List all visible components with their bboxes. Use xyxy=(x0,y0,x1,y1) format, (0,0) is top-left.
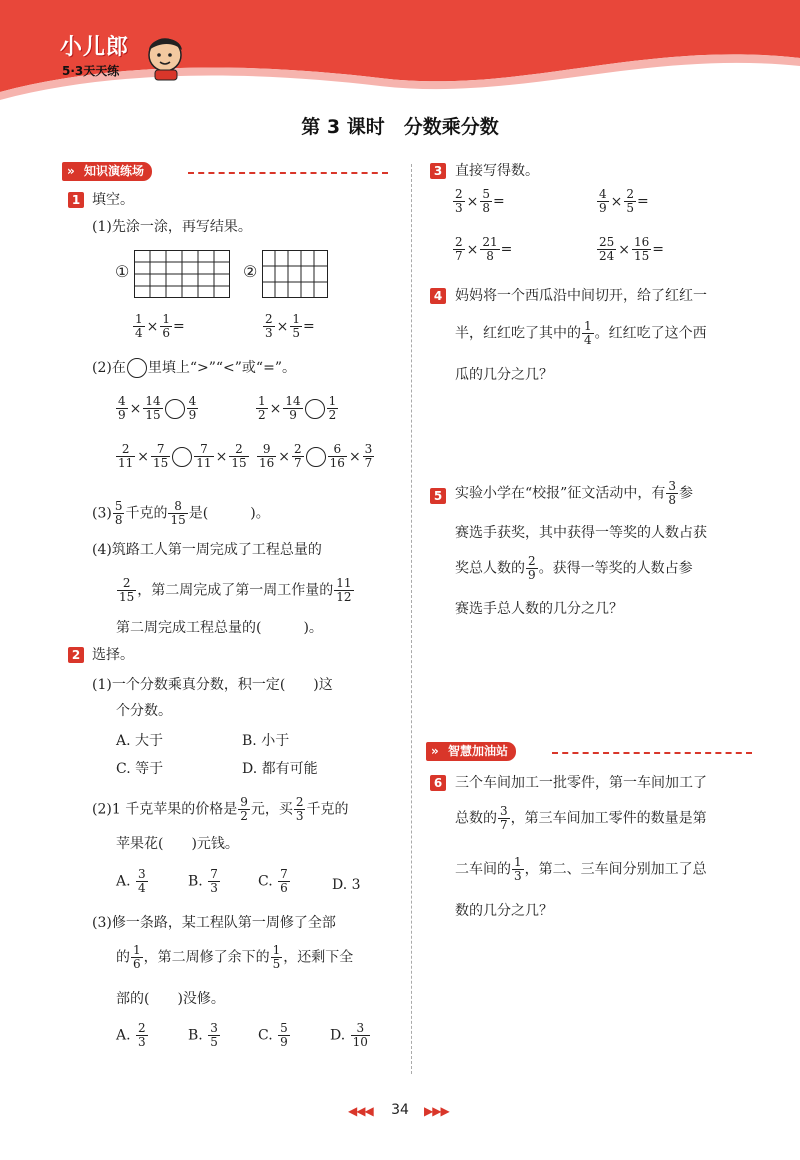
column-divider xyxy=(411,164,412,1074)
q2-part2-line2: 苹果花( )元钱。 xyxy=(116,836,239,852)
brand-subtitle: 5·3天天练 xyxy=(62,64,120,78)
q2-part1-line2: 个分数。 xyxy=(116,703,172,719)
section-badge-label: 知识演练场 xyxy=(84,164,145,178)
compare-answer-circle[interactable] xyxy=(306,447,326,467)
question-number: 4 xyxy=(430,288,446,304)
question-title: 直接写得数。 xyxy=(455,163,539,179)
q5-line1: 实验小学在“校报”征文活动中，有 $\frac{3}{8}$ 参 xyxy=(455,479,693,507)
q2-p1-option-b[interactable]: B. 小于 xyxy=(242,733,290,749)
q3-expr-4: $\frac{25}{24}$ × $\frac{16}{15}$ = xyxy=(599,235,665,263)
section-divider xyxy=(188,172,388,174)
section-divider xyxy=(552,752,752,754)
q2-p2-option-d[interactable]: D. 3 xyxy=(332,877,361,893)
q6-line3: 二车间的 $\frac{1}{3}$ ，第二、三车间分别加工了总 xyxy=(455,855,707,883)
q1-part4-line3: 第二周完成工程总量的( )。 xyxy=(116,620,323,636)
q4-line3: 瓜的几分之几？ xyxy=(455,367,553,383)
question-number: 6 xyxy=(430,775,446,791)
shading-grid-2[interactable] xyxy=(262,250,328,298)
section-badge-knowledge xyxy=(62,162,152,181)
q6-line2: 总数的 $\frac{3}{7}$ ，第三车间加工零件的数量是第 xyxy=(455,804,707,832)
grid2-label: ② xyxy=(243,262,258,281)
question-number: 5 xyxy=(430,488,446,504)
question-title: 选择。 xyxy=(92,647,134,663)
q2-part3-line1: (3)修一条路，某工程队第一周修了全部 xyxy=(92,915,336,931)
q5-line3: 奖总人数的 $\frac{2}{9}$ 。获得一等奖的人数占参 xyxy=(455,554,693,582)
question-number: 2 xyxy=(68,647,84,663)
q2-p1-option-d[interactable]: D. 都有可能 xyxy=(242,761,318,777)
q2-p2-option-c[interactable]: C. $\frac{7}{6}$ xyxy=(258,867,288,895)
q1-expr1: $\frac{1}{4}$ × $\frac{1}{6}$ = xyxy=(135,312,185,340)
q4-line1: 妈妈将一个西瓜沿中间切开，给了红红一 xyxy=(455,288,707,304)
q2-p3-option-a[interactable]: A. $\frac{2}{3}$ xyxy=(116,1021,146,1049)
q3-expr-3: $\frac{2}{7}$ × $\frac{21}{8}$ = xyxy=(455,235,513,263)
q1-part3: (3) $\frac{5}{8}$ 千克的 $\frac{8}{15}$ 是( )。 xyxy=(92,499,270,527)
q1-part2-label: (2)在 里填上“>”“<”或“=”。 xyxy=(92,360,296,376)
page-number: 34 xyxy=(391,1102,409,1118)
answer-circle-icon xyxy=(127,358,147,378)
section-badge-wisdom xyxy=(426,742,516,761)
q2-p2-option-b[interactable]: B. $\frac{7}{3}$ xyxy=(188,867,218,895)
brand-logo: 小儿郎 xyxy=(60,35,130,60)
q3-expr-2: $\frac{4}{9}$ × $\frac{2}{5}$ = xyxy=(599,187,649,215)
question-number: 1 xyxy=(68,192,84,208)
question-title: 填空。 xyxy=(92,192,134,208)
q2-part3-line3: 部的( )没修。 xyxy=(116,991,225,1007)
q3-expr-1: $\frac{2}{3}$ × $\frac{5}{8}$ = xyxy=(455,187,505,215)
q1-expr2: $\frac{2}{3}$ × $\frac{1}{5}$ = xyxy=(265,312,315,340)
grid1-label: ① xyxy=(115,262,130,281)
question-number: 3 xyxy=(430,163,446,179)
q1-compare-2b: $\frac{9}{16}$ × $\frac{2}{7}$ $\frac{6}{16}$ × $\frac{3}{7}$ xyxy=(259,442,373,470)
q2-p1-option-c[interactable]: C. 等于 xyxy=(116,761,164,777)
prev-arrows-icon: ◀◀◀ xyxy=(348,1104,373,1118)
next-arrows-icon: ▶▶▶ xyxy=(424,1104,449,1118)
q2-p3-option-b[interactable]: B. $\frac{3}{5}$ xyxy=(188,1021,218,1049)
q1-part1-label: (1)先涂一涂，再写结果。 xyxy=(92,219,252,235)
q5-line2: 赛选手获奖，其中获得一等奖的人数占获 xyxy=(455,525,707,541)
compare-answer-circle[interactable] xyxy=(305,399,325,419)
q2-part3-line2: 的 $\frac{1}{6}$ ，第二周修了余下的 $\frac{1}{5}$ ，还剩下全 xyxy=(116,943,354,971)
q1-part4-line1: (4)筑路工人第一周完成了工程总量的 xyxy=(92,542,322,558)
q6-line4: 数的几分之几？ xyxy=(455,903,553,919)
section-badge-label: 智慧加油站 xyxy=(448,744,509,758)
q2-p3-option-c[interactable]: C. $\frac{5}{9}$ xyxy=(258,1021,288,1049)
q2-p2-option-a[interactable]: A. $\frac{3}{4}$ xyxy=(116,867,146,895)
q2-part2-line1: (2)1 千克苹果的价格是 $\frac{9}{2}$ 元，买 $\frac{2}{3}$ 千克的 xyxy=(92,795,349,823)
compare-answer-circle[interactable] xyxy=(172,447,192,467)
q1-part4-line2: $\frac{2}{15}$ ，第二周完成了第一周工作量的 $\frac{11}{12}$ xyxy=(119,576,352,604)
q5-line4: 赛选手总人数的几分之几？ xyxy=(455,601,623,617)
q2-part1-line1: (1)一个分数乘真分数，积一定( )这 xyxy=(92,677,333,693)
q1-compare-1b: $\frac{1}{2}$ × $\frac{14}{9}$ $\frac{1}{2}$ xyxy=(258,394,337,422)
page-title: 第 3 课时 分数乘分数 xyxy=(301,116,499,138)
double-chevron-icon: » xyxy=(67,164,75,178)
double-chevron-icon: » xyxy=(431,744,439,758)
q2-p1-option-a[interactable]: A. 大于 xyxy=(116,733,164,749)
q1-compare-2a: $\frac{2}{11}$ × $\frac{7}{15}$ $\frac{7}{11}$ × $\frac{2}{15}$ xyxy=(118,442,247,470)
compare-answer-circle[interactable] xyxy=(165,399,185,419)
q6-line1: 三个车间加工一批零件，第一车间加工了 xyxy=(455,775,707,791)
shading-grid-1[interactable] xyxy=(134,250,230,298)
q4-line2: 半，红红吃了其中的 $\frac{1}{4}$ 。红红吃了这个西 xyxy=(455,319,707,347)
q1-compare-1a: $\frac{4}{9}$ × $\frac{14}{15}$ $\frac{4}{9}$ xyxy=(118,394,197,422)
q2-p3-option-d[interactable]: D. $\frac{3}{10}$ xyxy=(330,1021,368,1049)
